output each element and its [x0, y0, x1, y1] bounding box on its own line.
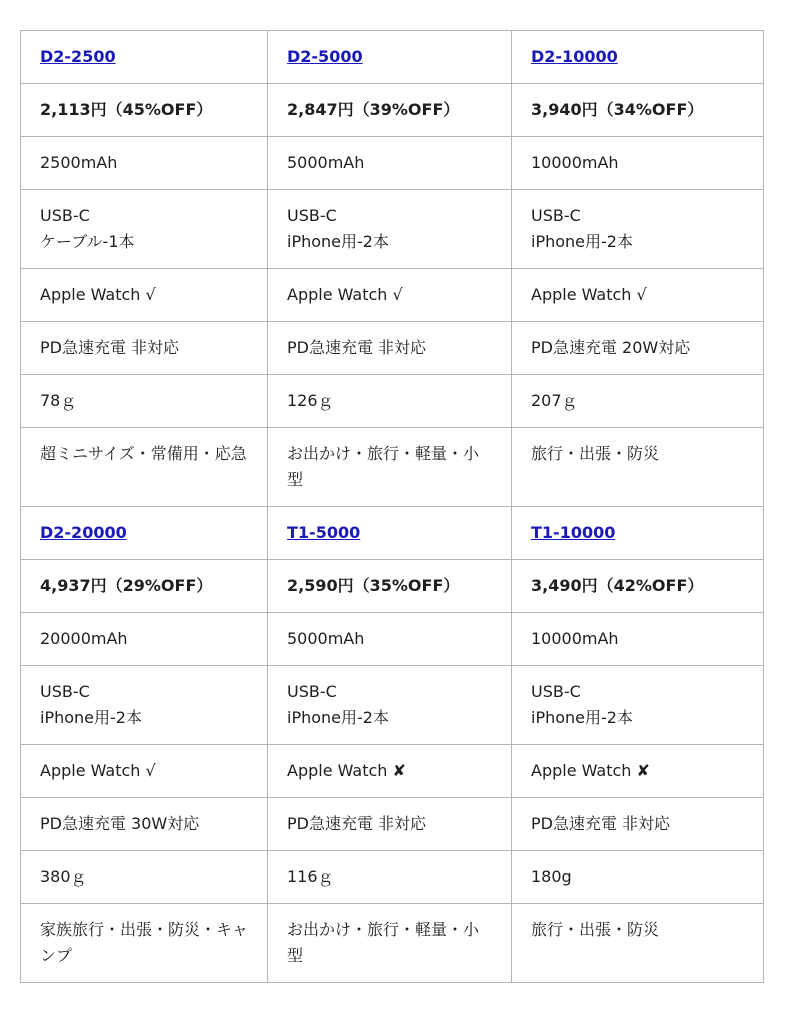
pd-cell: PD急速充電 非対応 — [512, 798, 764, 851]
cable-line: USB-C — [287, 682, 337, 701]
capacity-cell: 5000mAh — [268, 613, 512, 666]
cable-line: iPhone用-2本 — [287, 232, 389, 251]
cable-line: iPhone用-2本 — [40, 708, 142, 727]
table-row-capacity — [21, 137, 764, 190]
cable-cell — [21, 666, 268, 745]
price-cell: 3,490円（42%OFF） — [512, 560, 764, 613]
pd-cell: PD急速充電 非対応 — [268, 322, 512, 375]
use-case-cell: お出かけ・旅行・軽量・小型 — [268, 904, 512, 983]
cable-line: USB-C — [287, 206, 337, 225]
price-cell: 2,590円（35%OFF） — [268, 560, 512, 613]
weight-cell: 380ｇ — [21, 851, 268, 904]
pd-cell: PD急速充電 30W対応 — [21, 798, 268, 851]
product-link-d2-2500[interactable]: D2-2500 — [40, 47, 116, 66]
table-row-cable — [21, 190, 764, 269]
model-cell — [512, 507, 764, 560]
cable-line: iPhone用-2本 — [531, 232, 633, 251]
table-row-pd — [21, 322, 764, 375]
product-link-d2-20000[interactable]: D2-20000 — [40, 523, 127, 542]
price-cell: 4,937円（29%OFF） — [21, 560, 268, 613]
cable-line: ケーブル-1本 — [40, 232, 135, 251]
cable-cell — [21, 190, 268, 269]
pd-cell: PD急速充電 非対応 — [21, 322, 268, 375]
apple-watch-cell: Apple Watch √ — [21, 745, 268, 798]
weight-cell: 207ｇ — [512, 375, 764, 428]
table-row-prices — [21, 84, 764, 137]
cable-cell — [268, 666, 512, 745]
pd-cell: PD急速充電 非対応 — [268, 798, 512, 851]
comparison-table-wrap — [20, 30, 764, 983]
apple-watch-cell: Apple Watch √ — [268, 269, 512, 322]
capacity-cell: 10000mAh — [512, 613, 764, 666]
apple-watch-cell: Apple Watch √ — [21, 269, 268, 322]
weight-cell: 78ｇ — [21, 375, 268, 428]
table-row-apple-watch — [21, 269, 764, 322]
cable-line: iPhone用-2本 — [531, 708, 633, 727]
product-link-d2-10000[interactable]: D2-10000 — [531, 47, 618, 66]
table-row-use-case — [21, 428, 764, 507]
cable-line: USB-C — [40, 206, 90, 225]
price-cell: 3,940円（34%OFF） — [512, 84, 764, 137]
capacity-cell: 2500mAh — [21, 137, 268, 190]
table-row-apple-watch — [21, 745, 764, 798]
apple-watch-cell: Apple Watch ✘ — [268, 745, 512, 798]
table-row-pd — [21, 798, 764, 851]
apple-watch-cell: Apple Watch ✘ — [512, 745, 764, 798]
model-cell — [21, 507, 268, 560]
capacity-cell: 10000mAh — [512, 137, 764, 190]
use-case-cell: 旅行・出張・防災 — [512, 428, 764, 507]
table-row-use-case — [21, 904, 764, 983]
use-case-cell: お出かけ・旅行・軽量・小型 — [268, 428, 512, 507]
price-cell: 2,847円（39%OFF） — [268, 84, 512, 137]
weight-cell: 116ｇ — [268, 851, 512, 904]
table-row-cable — [21, 666, 764, 745]
table-row-prices — [21, 560, 764, 613]
table-row-weight — [21, 375, 764, 428]
table-row-capacity — [21, 613, 764, 666]
weight-cell: 180g — [512, 851, 764, 904]
cable-line: USB-C — [531, 682, 581, 701]
cable-cell — [512, 666, 764, 745]
product-link-d2-5000[interactable]: D2-5000 — [287, 47, 363, 66]
table-row-models — [21, 507, 764, 560]
capacity-cell: 5000mAh — [268, 137, 512, 190]
use-case-cell: 家族旅行・出張・防災・キャンプ — [21, 904, 268, 983]
model-cell — [21, 31, 268, 84]
use-case-cell: 旅行・出張・防災 — [512, 904, 764, 983]
weight-cell: 126ｇ — [268, 375, 512, 428]
use-case-cell: 超ミニサイズ・常備用・応急 — [21, 428, 268, 507]
cable-line: USB-C — [40, 682, 90, 701]
apple-watch-cell: Apple Watch √ — [512, 269, 764, 322]
cable-cell — [512, 190, 764, 269]
product-link-t1-10000[interactable]: T1-10000 — [531, 523, 616, 542]
cable-line: USB-C — [531, 206, 581, 225]
model-cell — [268, 507, 512, 560]
cable-line: iPhone用-2本 — [287, 708, 389, 727]
price-cell: 2,113円（45%OFF） — [21, 84, 268, 137]
capacity-cell: 20000mAh — [21, 613, 268, 666]
model-cell — [512, 31, 764, 84]
model-cell — [268, 31, 512, 84]
comparison-table — [20, 30, 764, 983]
cable-cell — [268, 190, 512, 269]
table-row-models — [21, 31, 764, 84]
product-link-t1-5000[interactable]: T1-5000 — [287, 523, 361, 542]
table-row-weight — [21, 851, 764, 904]
pd-cell: PD急速充電 20W対応 — [512, 322, 764, 375]
